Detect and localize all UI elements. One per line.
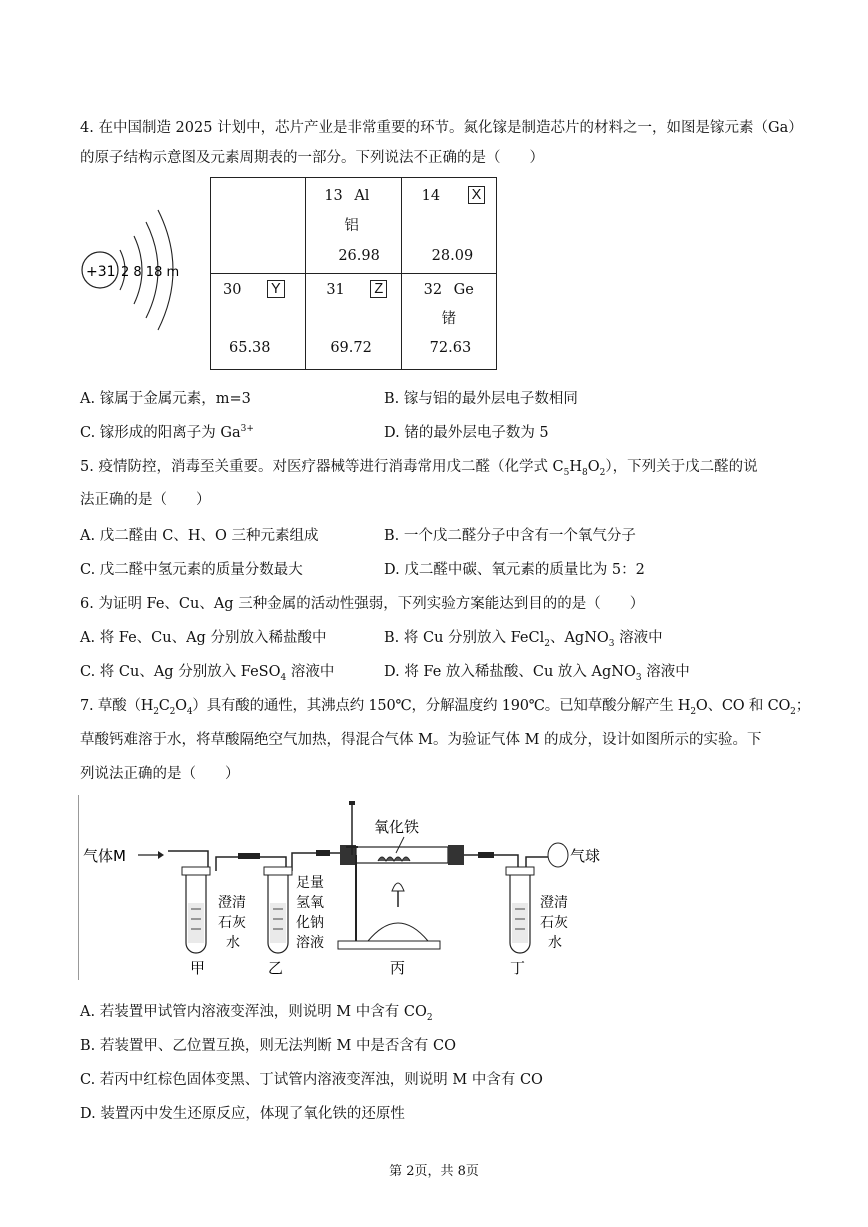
atomic-number: 13 bbox=[324, 188, 343, 204]
element-symbol: Al bbox=[354, 188, 370, 204]
subscript: 3 bbox=[635, 672, 642, 683]
label-yi: 乙 bbox=[268, 959, 284, 977]
subscript: 2 bbox=[426, 1012, 433, 1023]
element-symbol: Ge bbox=[453, 282, 474, 298]
limewater-label-ding-2: 石灰 bbox=[540, 915, 568, 931]
electron-shells: 2 8 18 m bbox=[121, 265, 180, 280]
periodic-cell-x bbox=[401, 178, 496, 274]
subscript: 8 bbox=[582, 467, 588, 478]
periodic-cell-empty bbox=[211, 178, 306, 274]
q7-option-a[interactable] bbox=[80, 1000, 433, 1023]
q6-option-b[interactable] bbox=[384, 626, 663, 649]
q6-text: 、AgNO bbox=[549, 630, 609, 646]
periodic-cell-y bbox=[211, 274, 306, 370]
limewater-label-jia-3: 水 bbox=[226, 935, 240, 951]
q4-stem-line2: 的原子结构示意图及元素周期表的一部分。下列说法不正确的是（ ） bbox=[80, 150, 544, 166]
q5-option-c[interactable]: C. 戊二醛中氢元素的质量分数最大 bbox=[80, 562, 303, 578]
q7-stem-line3: 列说法正确的是（ ） bbox=[80, 766, 240, 782]
label-jia: 甲 bbox=[190, 959, 206, 977]
subscript: 4 bbox=[186, 706, 193, 717]
subscript: 2 bbox=[169, 706, 176, 717]
subscript: 2 bbox=[153, 706, 159, 717]
periodic-table-fragment bbox=[210, 177, 497, 370]
periodic-cell-ge bbox=[401, 274, 496, 370]
q5-text: O bbox=[587, 459, 600, 475]
q7-stem-line2: 草酸钙难溶于水，将草酸隔绝空气加热，得混合气体 M。为验证气体 M 的成分，设计如图所示的实验。下 bbox=[80, 732, 762, 748]
q5-text: 5. 疫情防控，消毒至关重要。对医疗器械等进行消毒常用戊二醛（化学式 C bbox=[80, 459, 564, 475]
atomic-mass: 28.09 bbox=[431, 248, 474, 264]
q6-option-c[interactable] bbox=[80, 660, 334, 683]
q6-text: D. 将 Fe 放入稀盐酸、Cu 放入 AgNO bbox=[384, 664, 636, 680]
q5-option-d[interactable]: D. 戊二醛中碳、氧元素的质量比为 5：2 bbox=[384, 562, 645, 578]
atomic-mass: 65.38 bbox=[229, 340, 271, 356]
q6-stem: 6. 为证明 Fe、Cu、Ag 三种金属的活动性强弱，下列实验方案能达到目的的是（ ） bbox=[80, 596, 645, 612]
nucleus-charge: +31 bbox=[86, 264, 116, 280]
iron-oxide-label: 氧化铁 bbox=[374, 818, 420, 836]
limewater-label-ding-1: 澄清 bbox=[540, 895, 568, 911]
q7-text: ； bbox=[795, 698, 811, 714]
q7-text: 7. 草酸（H bbox=[80, 698, 154, 714]
periodic-cell-al bbox=[306, 178, 401, 274]
subscript: 2 bbox=[599, 467, 606, 478]
atomic-number: 14 bbox=[421, 188, 441, 204]
atomic-mass: 69.72 bbox=[330, 340, 372, 356]
ion-charge: 3+ bbox=[240, 424, 254, 435]
q5-text: ），下列关于戊二醛的说 bbox=[605, 459, 758, 475]
label-bing: 丙 bbox=[390, 959, 406, 977]
q7-option-a-text: A. 若装置甲试管内溶液变浑浊，则说明 M 中含有 CO bbox=[80, 1004, 427, 1020]
atomic-number: 31 bbox=[326, 282, 345, 298]
subscript: 4 bbox=[280, 672, 287, 683]
subscript: 2 bbox=[544, 638, 550, 649]
arrow-right-icon bbox=[158, 851, 164, 859]
subscript: 2 bbox=[690, 706, 696, 717]
naoh-label-3: 化钠 bbox=[296, 915, 324, 931]
subscript: 3 bbox=[608, 638, 615, 649]
gallium-atom-diagram bbox=[76, 200, 206, 350]
q6-text: C. 将 Cu、Ag 分别放入 FeSO bbox=[80, 664, 281, 680]
q5-stem-line1 bbox=[80, 455, 758, 478]
q6-text: B. 将 Cu 分别放入 FeCl bbox=[384, 630, 545, 646]
q4-option-b[interactable]: B. 镓与铝的最外层电子数相同 bbox=[384, 391, 578, 407]
atomic-number: 32 bbox=[423, 282, 443, 298]
balloon-label: 气球 bbox=[570, 847, 601, 865]
element-symbol-box: Y bbox=[267, 280, 285, 298]
iron-stand-base bbox=[338, 941, 440, 949]
atomic-number: 30 bbox=[223, 282, 242, 298]
q4-option-c-text: C. 镓形成的阳离子为 Ga bbox=[80, 425, 241, 441]
limewater-label-jia-2: 石灰 bbox=[218, 915, 246, 931]
element-name: 锗 bbox=[441, 311, 457, 327]
q5-option-b[interactable]: B. 一个戊二醛分子中含有一个氧气分子 bbox=[384, 528, 636, 544]
q6-text: 溶液中 bbox=[286, 664, 335, 680]
atomic-mass: 26.98 bbox=[338, 248, 380, 264]
element-name: 铝 bbox=[344, 218, 359, 234]
q5-stem-line2: 法正确的是（ ） bbox=[80, 492, 211, 508]
balloon-icon bbox=[548, 843, 568, 867]
q6-option-d[interactable] bbox=[384, 660, 690, 683]
element-symbol-box: X bbox=[468, 186, 486, 204]
atomic-mass: 72.63 bbox=[429, 340, 472, 356]
q5-option-a[interactable]: A. 戊二醛由 C、H、O 三种元素组成 bbox=[80, 528, 319, 544]
q7-text: O、CO 和 CO bbox=[695, 698, 791, 714]
q7-option-c[interactable]: C. 若丙中红棕色固体变黑、丁试管内溶液变浑浊，则说明 M 中含有 CO bbox=[80, 1072, 543, 1088]
gas-m-label: 气体M bbox=[83, 847, 126, 865]
q4-option-c[interactable] bbox=[80, 421, 254, 442]
element-symbol-box: Z bbox=[370, 280, 387, 298]
limewater-label-ding-3: 水 bbox=[548, 935, 562, 951]
q7-stem-line1 bbox=[80, 694, 810, 717]
q6-option-a[interactable]: A. 将 Fe、Cu、Ag 分别放入稀盐酸中 bbox=[80, 630, 327, 646]
flame-icon bbox=[392, 883, 404, 891]
q6-text: 溶液中 bbox=[641, 664, 690, 680]
label-ding: 丁 bbox=[510, 959, 526, 977]
q7-option-b[interactable]: B. 若装置甲、乙位置互换，则无法判断 M 中是否含有 CO bbox=[80, 1038, 457, 1054]
naoh-label-1: 足量 bbox=[296, 875, 324, 891]
q5-text: H bbox=[569, 459, 583, 475]
q4-option-d[interactable]: D. 锗的最外层电子数为 5 bbox=[384, 425, 549, 441]
subscript: 5 bbox=[563, 467, 570, 478]
periodic-cell-z bbox=[306, 274, 401, 370]
q4-stem-line1: 4. 在中国制造 2025 计划中，芯片产业是非常重要的环节。氮化镓是制造芯片的材料之一，如图是镓元素（Ga） bbox=[80, 120, 803, 136]
page-footer: 第 2页，共 8页 bbox=[389, 1164, 479, 1179]
alcohol-lamp bbox=[368, 923, 428, 941]
subscript: 2 bbox=[790, 706, 796, 717]
q7-text: C bbox=[158, 698, 170, 714]
q4-option-a[interactable]: A. 镓属于金属元素，m=3 bbox=[80, 391, 251, 407]
q7-text: O bbox=[175, 698, 187, 714]
naoh-label-2: 氢氧 bbox=[296, 895, 324, 911]
q7-option-d[interactable]: D. 装置丙中发生还原反应，体现了氧化铁的还原性 bbox=[80, 1106, 405, 1122]
q7-text: ）具有酸的通性，其沸点约 150℃，分解温度约 190℃。已知草酸分解产生 H bbox=[192, 698, 691, 714]
limewater-label-jia-1: 澄清 bbox=[218, 895, 246, 911]
naoh-label-4: 溶液 bbox=[296, 935, 324, 951]
q6-text: 溶液中 bbox=[614, 630, 663, 646]
experiment-apparatus-diagram bbox=[78, 795, 608, 980]
